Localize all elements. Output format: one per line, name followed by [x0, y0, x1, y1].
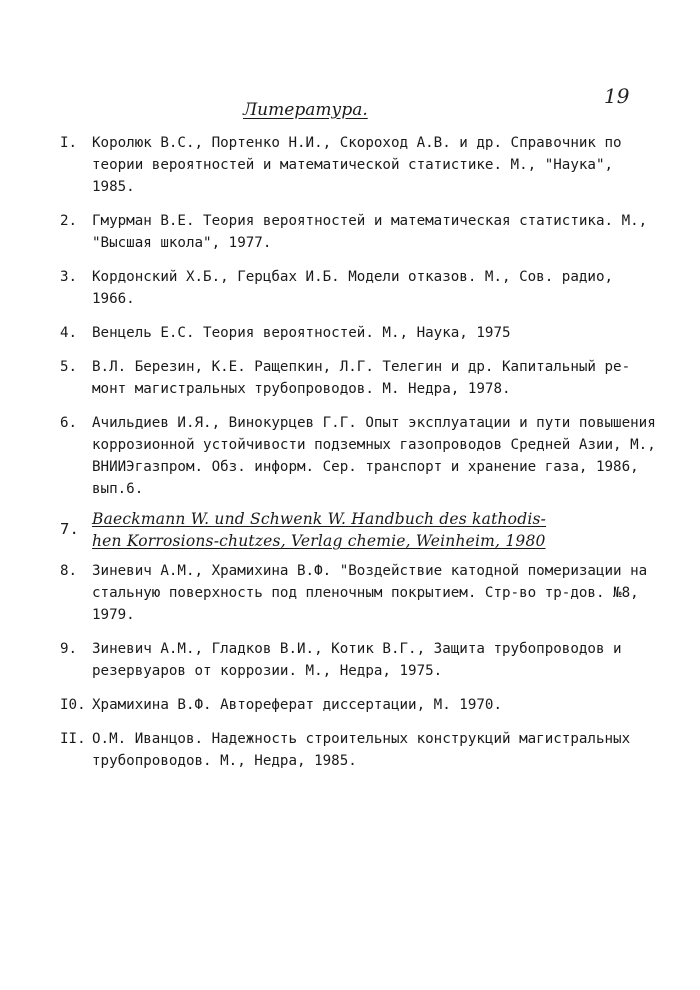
reference-number: 5.: [60, 359, 78, 375]
reference-item-9: [60, 638, 650, 682]
reference-line: hen Korrosions-chutzes, Verlag chemie, Weinheim, 1980: [92, 532, 546, 550]
reference-item-11: [60, 728, 650, 772]
reference-line: 1966.: [92, 291, 135, 307]
reference-line: монт магистральных трубопроводов. М. Недра, 1978.: [92, 381, 511, 397]
reference-line: Ачильдиев И.Я., Винокурцев Г.Г. Опыт эксплуатации и пути повышения: [92, 415, 656, 431]
reference-line: Гмурман В.Е. Теория вероятностей и математическая статистика. М.,: [92, 213, 648, 229]
reference-line: коррозионной устойчивости подземных газопроводов Средней Азии, М.,: [92, 437, 656, 453]
reference-item-1: [60, 132, 650, 198]
reference-line: О.М. Иванцов. Надежность строительных конструкций магистральных: [92, 731, 631, 747]
reference-item-8: [60, 560, 650, 626]
reference-item-7-handwritten: [60, 508, 650, 552]
reference-item-6: [60, 412, 656, 500]
reference-line: трубопроводов. М., Недра, 1985.: [92, 753, 357, 769]
reference-number: I.: [60, 135, 78, 151]
reference-line: Храмихина В.Ф. Автореферат диссертации, М. 1970.: [92, 697, 502, 713]
page-number: 19: [604, 84, 630, 108]
reference-line: теории вероятностей и математической статистике. М., "Наука",: [92, 157, 614, 173]
reference-number: 7.: [60, 520, 80, 538]
reference-number: 9.: [60, 641, 78, 657]
reference-line: Зиневич А.М., Гладков В.И., Котик В.Г., Защита трубопроводов и: [92, 641, 622, 657]
reference-line: В.Л. Березин, К.Е. Ращепкин, Л.Г. Телегин и др. Капитальный ре-: [92, 359, 631, 375]
reference-number: 4.: [60, 325, 78, 341]
reference-number: 8.: [60, 563, 78, 579]
reference-item-2: [60, 210, 650, 254]
reference-number: I0.: [60, 697, 86, 713]
reference-item-10: [60, 694, 650, 716]
reference-line: Кордонский Х.Б., Герцбах И.Б. Модели отказов. М., Сов. радио,: [92, 269, 614, 285]
reference-line: 1979.: [92, 607, 135, 623]
reference-line: вып.6.: [92, 481, 144, 497]
page-title: Литература.: [243, 100, 368, 120]
reference-number: II.: [60, 731, 86, 747]
reference-number: 6.: [60, 415, 78, 431]
reference-line: 1985.: [92, 179, 135, 195]
reference-line: "Высшая школа", 1977.: [92, 235, 272, 251]
reference-line: Венцель Е.С. Теория вероятностей. М., Наука, 1975: [92, 325, 511, 341]
reference-line: Зиневич А.М., Храмихина В.Ф. "Воздействие катодной померизации на: [92, 563, 648, 579]
reference-line: стальную поверхность под пленочным покрытием. Стр-во тр-дов. №8,: [92, 585, 639, 601]
reference-number: 2.: [60, 213, 78, 229]
reference-item-5: [60, 356, 650, 400]
reference-line: Baeckmann W. und Schwenk W. Handbuch des kathodis-: [92, 510, 547, 528]
reference-line: Королюк В.С., Портенко Н.И., Скороход А.В. и др. Справочник по: [92, 135, 622, 151]
reference-line: ВНИИЭгазпром. Обз. информ. Сер. транспорт и хранение газа, 1986,: [92, 459, 639, 475]
reference-list: [60, 132, 656, 784]
reference-line: резервуаров от коррозии. М., Недра, 1975.: [92, 663, 443, 679]
reference-item-4: [60, 322, 650, 344]
reference-number: 3.: [60, 269, 78, 285]
reference-item-3: [60, 266, 650, 310]
